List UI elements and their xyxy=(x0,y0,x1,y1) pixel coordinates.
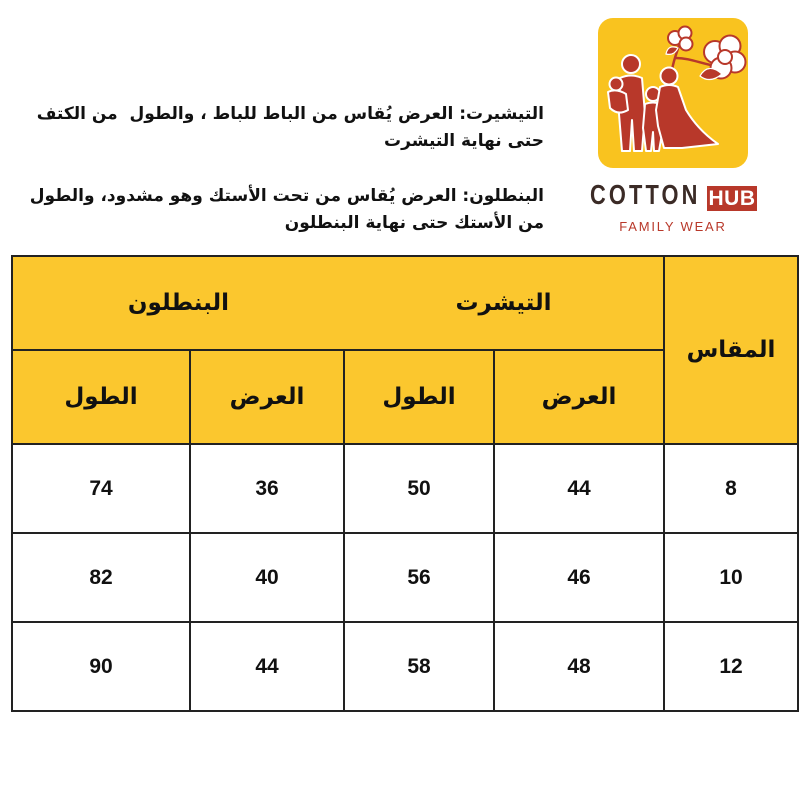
size-header: المقاس xyxy=(664,256,798,444)
tshirt-header: التيشرت xyxy=(344,256,664,350)
cotton-puff xyxy=(718,50,732,64)
tshirt-note-line: التيشيرت: العرض يُقاس من الباط للباط ، والطول من الكتف xyxy=(36,104,544,124)
figure-head xyxy=(661,68,678,85)
tshirt-width-cell: 44 xyxy=(494,444,664,533)
table-row xyxy=(12,444,798,533)
cotton-puff xyxy=(680,38,693,51)
pants-header: البنطلون xyxy=(12,256,344,350)
pants-length-cell: 90 xyxy=(12,622,190,711)
brand-wordmark: COTTON xyxy=(590,179,701,210)
pants-length-cell: 74 xyxy=(12,444,190,533)
size-cell: 8 xyxy=(664,444,798,533)
tshirt-width-cell: 46 xyxy=(494,533,664,622)
tshirt-note-line: حتى نهاية التيشرت xyxy=(384,131,544,151)
pants-note-line: من الأستك حتى نهاية البنطلون xyxy=(284,213,544,233)
figure-head xyxy=(610,78,623,91)
figure-body xyxy=(608,90,628,112)
pants-note-line: البنطلون: العرض يُقاس من تحت الأستك وهو مشدود، والطول xyxy=(29,186,544,206)
tshirt-width-cell: 48 xyxy=(494,622,664,711)
brand-logo xyxy=(588,18,758,240)
pants-width-header: العرض xyxy=(190,350,344,444)
pants-width-cell: 40 xyxy=(190,533,344,622)
family-cotton-icon xyxy=(598,18,748,168)
pants-measurement-note xyxy=(6,183,544,237)
figure-head xyxy=(622,55,640,73)
pants-width-cell: 36 xyxy=(190,444,344,533)
brand-badge: HUB xyxy=(708,187,756,210)
pants-width-cell: 44 xyxy=(190,622,344,711)
tshirt-length-cell: 50 xyxy=(344,444,494,533)
size-chart-table xyxy=(11,255,799,712)
tshirt-length-header: الطول xyxy=(344,350,494,444)
pants-length-cell: 82 xyxy=(12,533,190,622)
tshirt-measurement-note xyxy=(6,101,544,155)
table-row xyxy=(12,533,798,622)
table-row xyxy=(12,622,798,711)
brand-tagline: FAMILY WEAR xyxy=(619,219,727,234)
size-cell: 10 xyxy=(664,533,798,622)
tshirt-length-cell: 58 xyxy=(344,622,494,711)
header-row-groups xyxy=(12,256,798,350)
pants-length-header: الطول xyxy=(12,350,190,444)
size-cell: 12 xyxy=(664,622,798,711)
tshirt-length-cell: 56 xyxy=(344,533,494,622)
tshirt-width-header: العرض xyxy=(494,350,664,444)
